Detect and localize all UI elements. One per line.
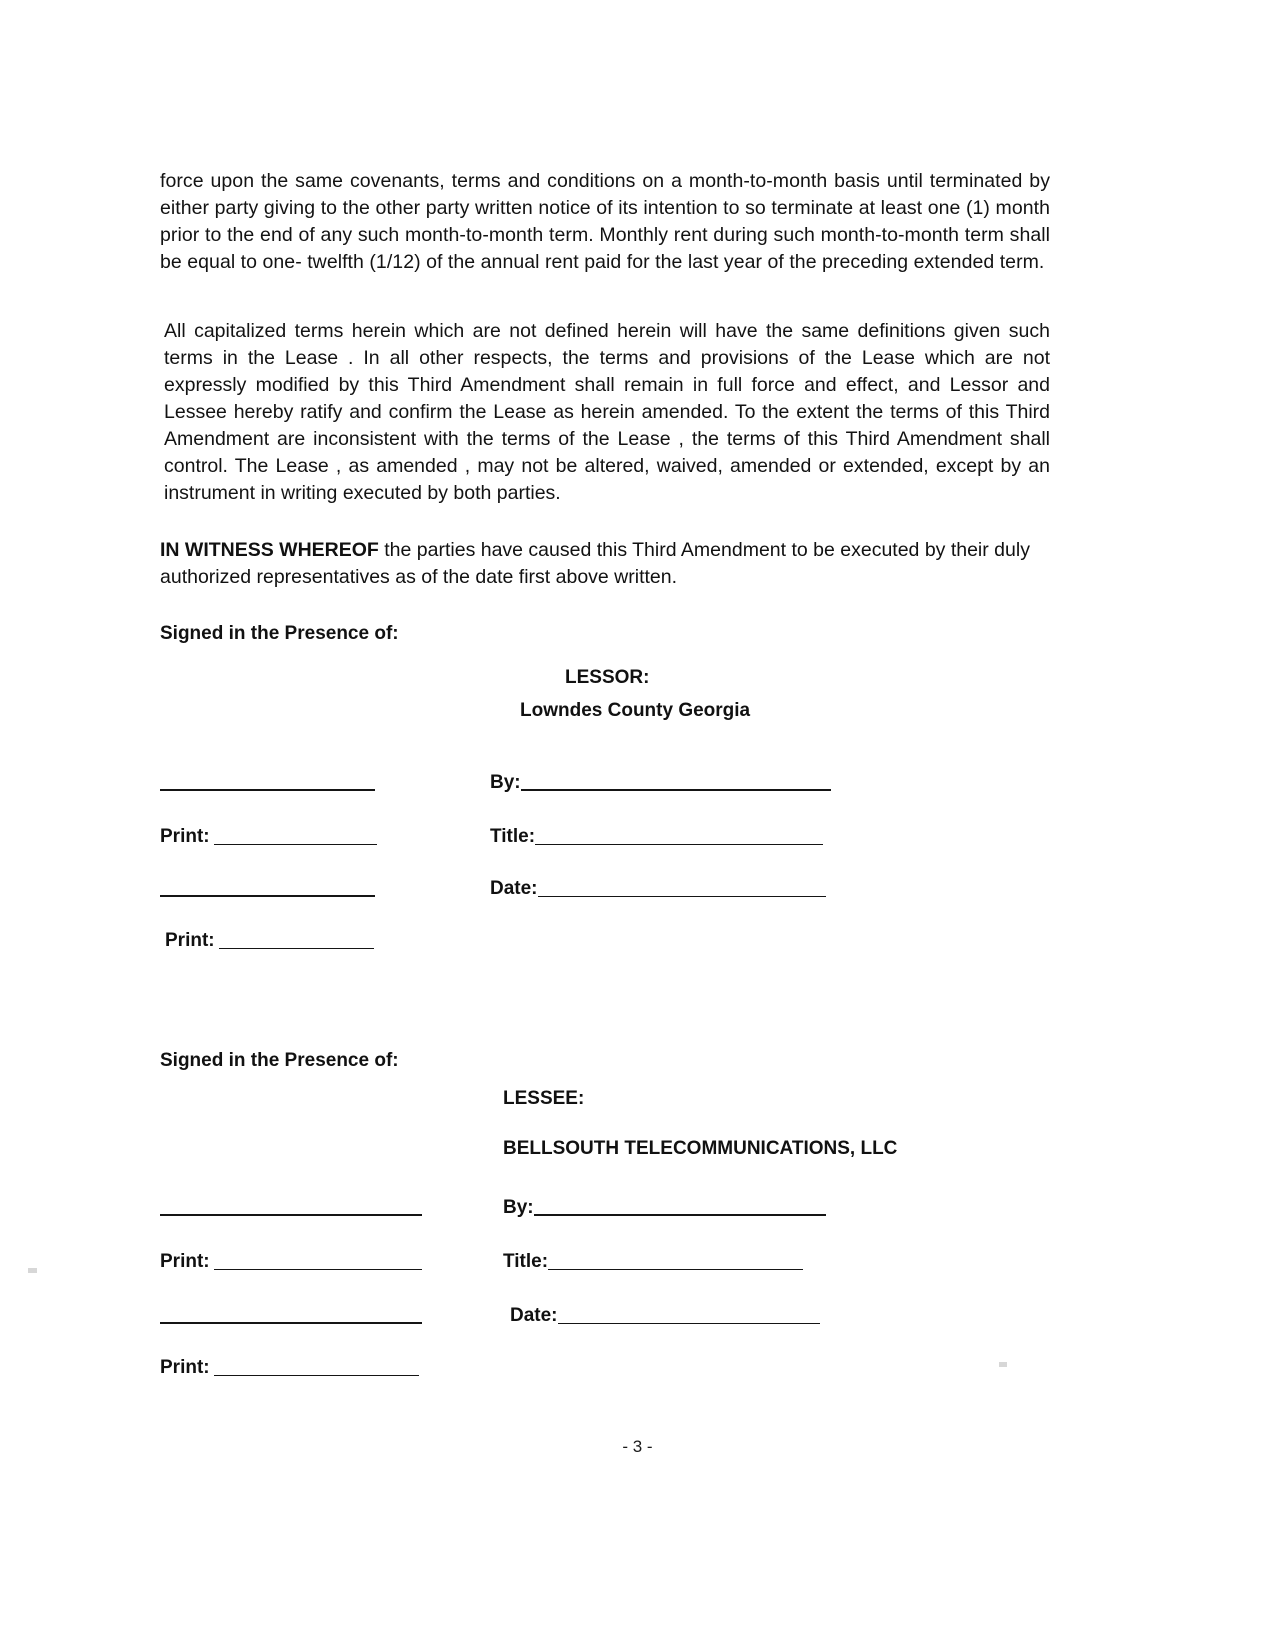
lessee-by-label: By: xyxy=(503,1197,534,1218)
lessee-witness-print-line-1[interactable] xyxy=(214,1269,422,1270)
witness-clause xyxy=(160,537,1050,591)
lessor-witness-print-label-1: Print: xyxy=(160,826,210,847)
lessee-print-title-row xyxy=(160,1251,1050,1273)
lessor-witness-print-line-1[interactable] xyxy=(214,844,377,845)
lessor-signature-row xyxy=(160,772,1050,794)
lessee-by-line[interactable] xyxy=(534,1214,826,1216)
lessee-witness-print-label-2: Print: xyxy=(160,1357,210,1378)
lessor-witness-signature-line-2[interactable] xyxy=(160,895,375,897)
lessor-witness-signature-line-1[interactable] xyxy=(160,789,375,791)
lessor-date-label: Date: xyxy=(490,878,538,899)
lessor-print-title-row xyxy=(160,826,1050,848)
lessor-witness2-date-row xyxy=(160,878,1050,900)
paragraph-capitalized-terms: All capitalized terms herein which are not defined herein will have the same definitions given such terms in the Lease . In all other respects, the terms and provisions of the Lease which are not expressly modified by this Third Amendment shall remain in full force and effect, and Lessor and Lessee hereby ratify and confirm the Lease as herein amended. To the extent the terms of this Third Amendment are inconsistent with the terms of the Lease , the terms of this Third Amendment shall control. The Lease , as amended , may not be altered, waived, amended or extended, except by an instrument in writing executed by both parties. xyxy=(164,320,1050,504)
lessee-witness-print-line-2[interactable] xyxy=(214,1375,419,1376)
witness-clause-rest: the parties have caused this Third Amendment to be executed by their duly authorized representatives as of the date first above written. xyxy=(160,539,1030,588)
lessor-title-line[interactable] xyxy=(535,844,823,845)
lessor-by-line[interactable] xyxy=(521,789,831,791)
lessee-date-line[interactable] xyxy=(558,1323,820,1324)
lessee-witness-signature-line-1[interactable] xyxy=(160,1214,422,1216)
lessor-date-line[interactable] xyxy=(538,896,826,897)
scan-artifact-left xyxy=(28,1268,37,1273)
lessor-title-label: Title: xyxy=(490,826,536,847)
scan-artifact-right xyxy=(999,1362,1007,1367)
lessee-signature-row xyxy=(160,1197,1050,1219)
lessee-witness-print-label-1: Print: xyxy=(160,1251,210,1272)
witness-clause-lead: IN WITNESS WHEREOF xyxy=(160,539,379,561)
lessee-party-name: BELLSOUTH TELECOMMUNICATIONS, LLC xyxy=(503,1138,898,1159)
page-content xyxy=(160,168,1050,1379)
lessee-title-line[interactable] xyxy=(548,1269,803,1270)
paragraph-continuation: force upon the same covenants, terms and conditions on a month-to-month basis until terminated by either party giving to the other party written notice of its intention to so terminate at least one (1) month prior to the end of any such month-to-month term. Monthly rent during such month-to-month term shall be equal to one- twelfth (1/12) of the annual rent paid for the last year of the preceding extended term. xyxy=(160,170,1050,273)
lessee-witness2-date-row xyxy=(160,1305,1050,1327)
lessor-party-label: LESSOR: xyxy=(565,667,650,688)
lessor-party-name: Lowndes County Georgia xyxy=(520,700,751,721)
lessee-date-label: Date: xyxy=(510,1305,558,1326)
lessee-print2-row xyxy=(160,1357,1050,1379)
lessor-witness-print-line-2[interactable] xyxy=(219,948,374,949)
lessor-witness-print-label-2: Print: xyxy=(165,930,215,951)
page-number: - 3 - xyxy=(622,1437,653,1456)
lessee-witness-signature-line-2[interactable] xyxy=(160,1322,422,1324)
lessee-signed-in-presence-heading: Signed in the Presence of: xyxy=(160,1050,399,1071)
lessor-signed-in-presence-heading: Signed in the Presence of: xyxy=(160,623,399,644)
lessee-signature-block xyxy=(160,1050,1050,1379)
lessor-by-label: By: xyxy=(490,772,521,793)
lessor-signature-block xyxy=(160,623,1050,952)
lessee-party-label: LESSEE: xyxy=(503,1088,585,1109)
lessee-title-label: Title: xyxy=(503,1251,549,1272)
lessor-print2-row xyxy=(160,930,1050,952)
